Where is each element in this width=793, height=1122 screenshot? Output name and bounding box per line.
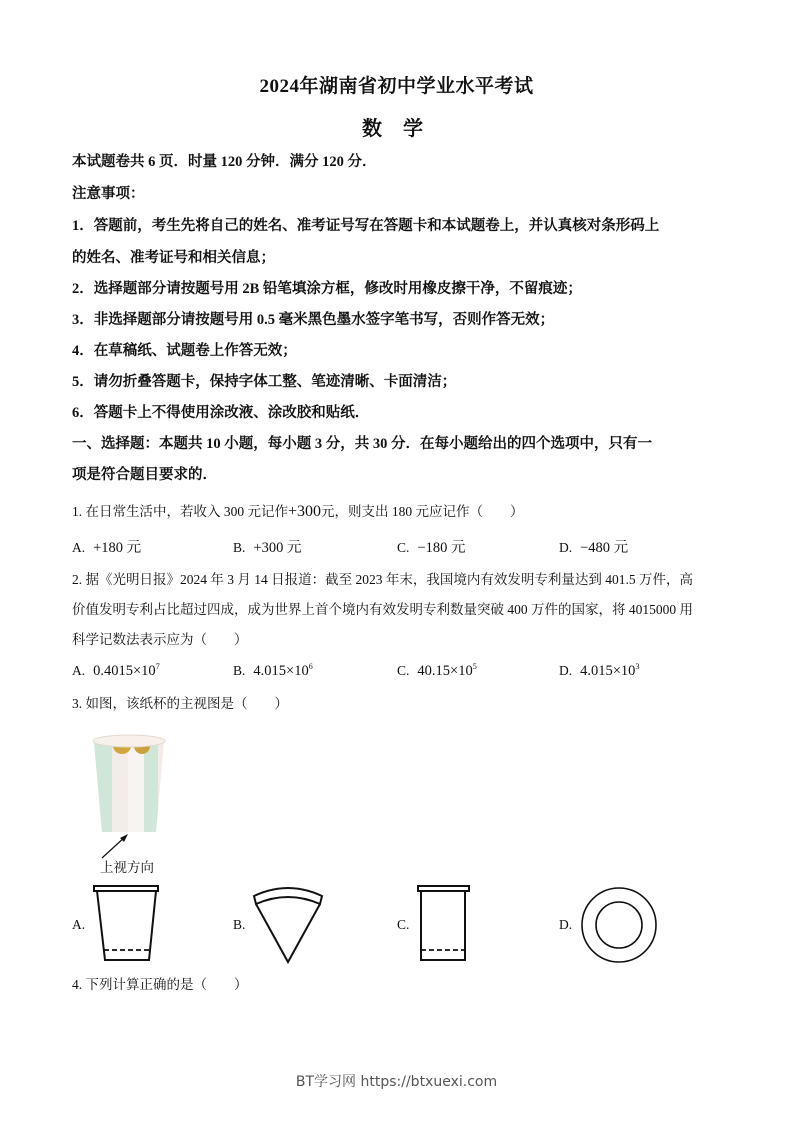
q3-option-a-label: A. <box>72 917 86 932</box>
notice-item: 3．非选择题部分请按题号用 0.5 毫米黑色墨水签字笔书写，否则作答无效； <box>72 312 555 328</box>
section-heading: 项是符合题目要求的． <box>72 467 217 483</box>
sector-fan-icon <box>250 882 326 971</box>
exam-info: 本试题卷共 6 页．时量 120 分钟．满分 120 分． <box>72 154 377 170</box>
question-2-stem: 科学记数法表示应为（ ） <box>72 632 248 647</box>
q3-option-c-label: C. <box>397 917 410 932</box>
concentric-circles-icon <box>579 885 659 970</box>
subject-title: 数 学 <box>362 118 431 140</box>
question-1-text: 元，则支出 180 元应记作（ ） <box>321 504 524 519</box>
q2-option-c: C. $40.15\times 10^5$ <box>397 662 477 679</box>
notice-heading: 注意事项： <box>72 186 145 202</box>
q2-option-d: D. $4.015\times 10^3$ <box>559 662 640 679</box>
q1-option-c: C. −180 元 <box>397 540 466 556</box>
exam-title: 2024年湖南省初中学业水平考试 <box>259 76 534 97</box>
question-2-stem: 价值发明专利占比超过四成，成为世界上首个境内有效发明专利数量突破 400 万件的国家，将 4015000 用 <box>72 602 693 617</box>
section-heading: 一、选择题：本题共 10 小题，每小题 3 分，共 30 分．在每小题给出的四个选项中，只有一 <box>72 436 652 452</box>
q2-option-b: B. $4.015\times 10^6$ <box>233 662 313 679</box>
watermark-footer: BT学习网 https://btxuexi.com <box>295 1074 498 1090</box>
figure-caption: 上视方向 <box>100 860 154 875</box>
question-1-text: 1. 在日常生活中，若收入 300 元记作 <box>72 504 288 519</box>
notice-item: 4．在草稿纸、试题卷上作答无效； <box>72 343 297 359</box>
q2-option-a: A. $0.4015\times 10^7$ <box>72 662 160 679</box>
question-2-stem: 2. 据《光明日报》2024 年 3 月 14 日报道：截至 2023 年末，我国境内有效发明专利量达到 401.5 万件，高 <box>72 572 693 587</box>
rectangle-cup-icon <box>416 884 472 969</box>
trapezoid-cup-icon <box>92 884 162 969</box>
notice-item: 6．答题卡上不得使用涂改液、涂改胶和贴纸． <box>72 405 370 421</box>
q1-option-d: D. −480 元 <box>559 540 629 556</box>
notice-item: 5．请勿折叠答题卡，保持字体工整、笔迹清晰、卡面清洁； <box>72 374 457 390</box>
q1-option-a: A. +180 元 <box>72 540 142 556</box>
paper-cup-figure <box>88 730 170 840</box>
question-4-stem: 4. 下列计算正确的是（ ） <box>72 977 248 992</box>
q3-option-d-label: D. <box>559 917 573 932</box>
notice-item: 1．答题前，考生先将自己的姓名、准考证号写在答题卡和本试题卷上，并认真核对条形码上 <box>72 218 660 234</box>
notice-item: 2．选择题部分请按题号用 2B 铅笔填涂方框，修改时用橡皮擦干净，不留痕迹； <box>72 281 582 297</box>
q1-option-b: B. +300 元 <box>233 540 302 556</box>
question-3-stem: 3. 如图，该纸杯的主视图是（ ） <box>72 696 288 711</box>
notice-item: 的姓名、准考证号和相关信息； <box>72 250 275 266</box>
math-value: +300 <box>288 503 322 520</box>
q3-option-b-label: B. <box>233 917 246 932</box>
question-1-stem <box>72 500 524 521</box>
